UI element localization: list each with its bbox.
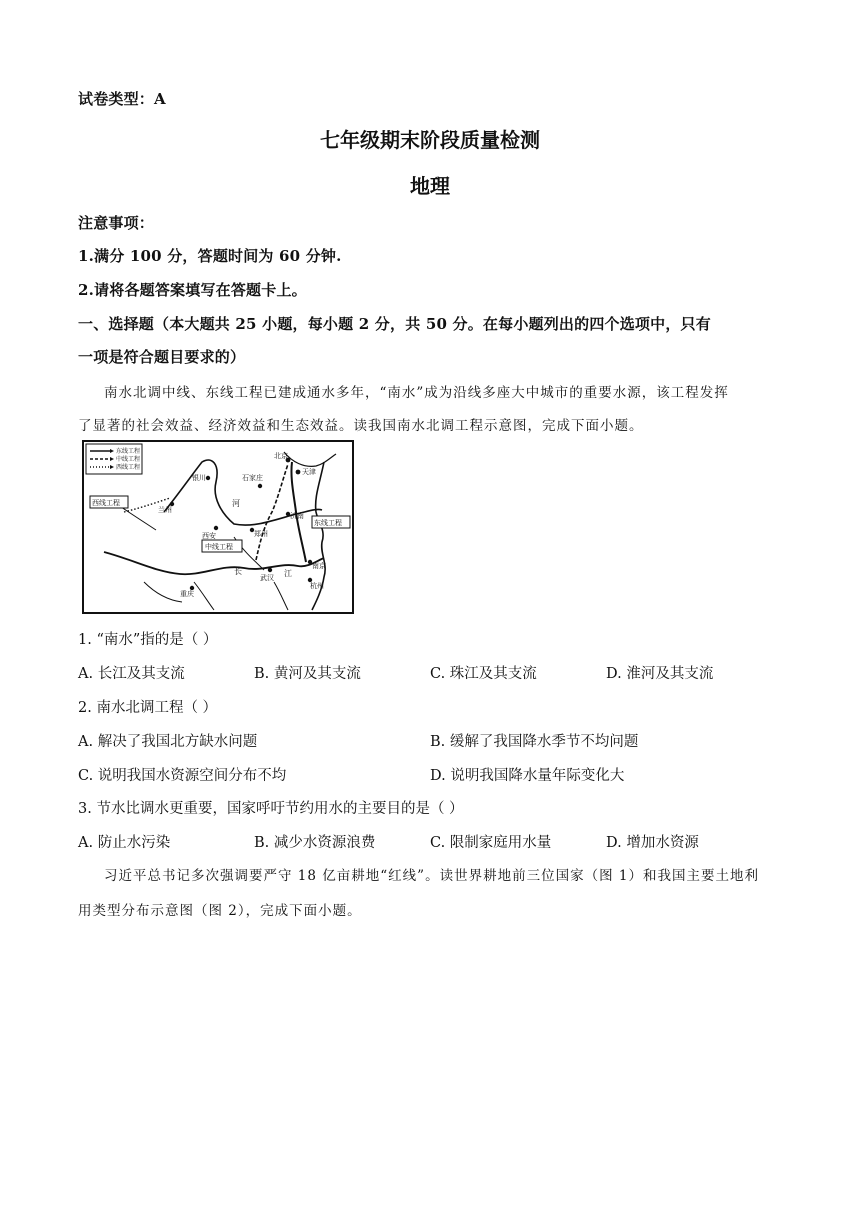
option-c[interactable]: C. 限制家庭用水量 [430, 835, 552, 851]
svg-text:天津: 天津 [302, 468, 316, 476]
svg-text:济南: 济南 [290, 512, 304, 520]
question-stem: 2. 南水北调工程（ ） [78, 700, 218, 716]
svg-text:长: 长 [234, 567, 242, 576]
notice-item: 1.满分 100 分，答题时间为 60 分钟. [78, 247, 342, 265]
svg-text:杭州: 杭州 [310, 582, 324, 590]
section-heading: 一、选择题（本大题共 25 小题，每小题 2 分，共 50 分。在每小题列出的四个选项中，只有 [78, 315, 711, 333]
passage-text: 用类型分布示意图（图 2），完成下面小题。 [78, 903, 362, 919]
question-stem: 1. “南水”指的是（ ） [78, 632, 218, 648]
passage-text: 了显著的社会效益、经济效益和生态效益。读我国南水北调工程示意图，完成下面小题。 [78, 418, 644, 434]
question-stem: 3. 节水比调水更重要，国家呼吁节约用水的主要目的是（ ） [78, 801, 464, 817]
svg-text:东线工程: 东线工程 [314, 519, 342, 527]
option-d[interactable]: D. 说明我国降水量年际变化大 [430, 768, 625, 784]
legend-label: 中线工程 [116, 456, 141, 463]
option-b[interactable]: B. 减少水资源浪费 [254, 835, 376, 851]
option-a[interactable]: A. 解决了我国北方缺水问题 [78, 734, 258, 750]
svg-text:南京: 南京 [312, 562, 326, 570]
option-c[interactable]: C. 珠江及其支流 [430, 666, 537, 682]
passage-text: 南水北调中线、东线工程已建成通水多年，“南水”成为沿线多座大中城市的重要水源，该工程发挥 [104, 385, 729, 401]
passage-text: 习近平总书记多次强调要严守 18 亿亩耕地“红线”。读世界耕地前三位国家（图 1）和我国主要土地利 [104, 868, 759, 884]
exam-title: 七年级期末阶段质量检测 [320, 128, 540, 152]
option-a[interactable]: A. 长江及其支流 [78, 666, 185, 682]
legend-label: 西线工程 [116, 464, 141, 471]
svg-text:北京: 北京 [274, 452, 288, 460]
svg-text:银川: 银川 [192, 474, 206, 482]
paper-type: 试卷类型：A [78, 90, 166, 108]
svg-text:中线工程: 中线工程 [205, 543, 233, 551]
option-c[interactable]: C. 说明我国水资源空间分布不均 [78, 768, 287, 784]
svg-text:郑州: 郑州 [254, 530, 268, 538]
option-d[interactable]: D. 淮河及其支流 [606, 666, 714, 682]
map-drawing [84, 442, 352, 612]
section-heading-cont: 一项是符合题目要求的） [78, 348, 246, 366]
option-b[interactable]: B. 黄河及其支流 [254, 666, 361, 682]
svg-text:重庆: 重庆 [180, 590, 194, 598]
notice-heading: 注意事项： [78, 214, 155, 232]
svg-text:江: 江 [284, 569, 292, 578]
south-north-water-diversion-map [82, 440, 354, 614]
option-d[interactable]: D. 增加水资源 [606, 835, 699, 851]
svg-text:武汉: 武汉 [260, 574, 274, 582]
svg-text:兰州: 兰州 [158, 506, 172, 514]
legend-label: 东线工程 [116, 448, 141, 455]
option-b[interactable]: B. 缓解了我国降水季节不均问题 [430, 734, 639, 750]
notice-item: 2.请将各题答案填写在答题卡上。 [78, 281, 307, 299]
svg-text:西安: 西安 [202, 532, 216, 540]
subject-title: 地理 [410, 174, 450, 198]
svg-text:西线工程: 西线工程 [92, 499, 120, 507]
svg-text:石家庄: 石家庄 [242, 474, 263, 482]
svg-text:河: 河 [232, 499, 240, 508]
option-a[interactable]: A. 防止水污染 [78, 835, 171, 851]
